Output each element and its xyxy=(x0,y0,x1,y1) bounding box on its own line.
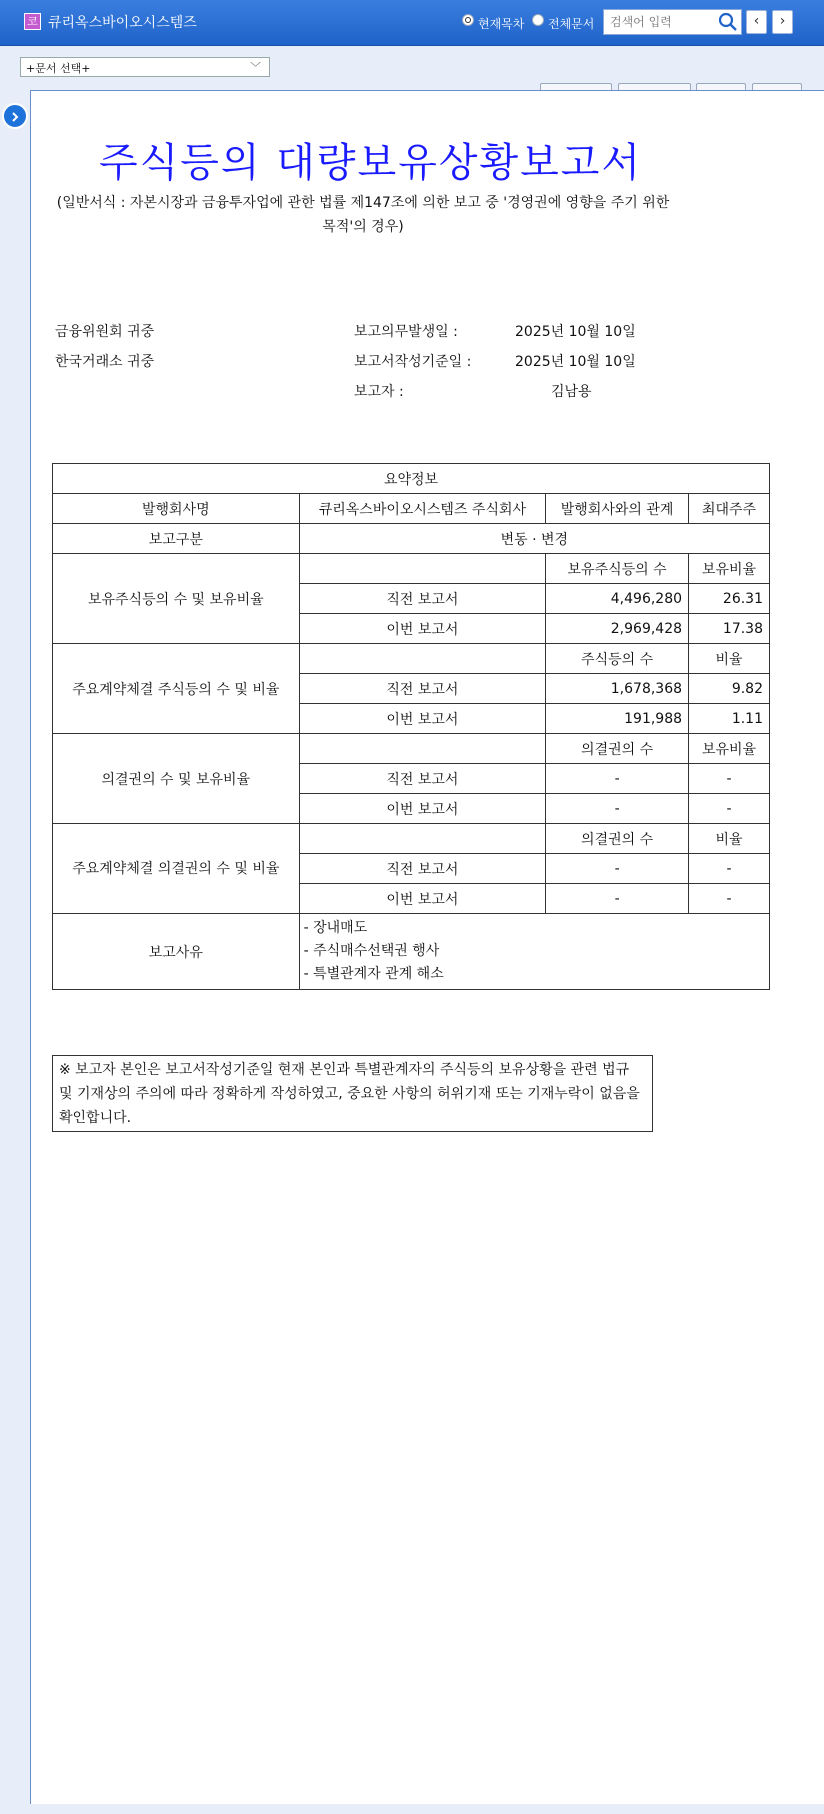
column-header: 비율 xyxy=(689,824,770,854)
duty-date: 2025년 10월 10일 xyxy=(515,324,636,340)
summary-table xyxy=(52,463,770,990)
basis-date: 2025년 10월 10일 xyxy=(515,354,636,370)
table-cell: - xyxy=(546,794,689,824)
column-header: 보유비율 xyxy=(689,554,770,584)
table-cell: - xyxy=(689,854,770,884)
row-label: 직전 보고서 xyxy=(299,764,546,794)
document-select[interactable] xyxy=(20,57,270,77)
table-cell: 191,988 xyxy=(546,704,689,734)
reporter-label: 보고자 : xyxy=(354,384,404,400)
column-header: 의결권의 수 xyxy=(546,734,689,764)
column-header: 보유주식등의 수 xyxy=(546,554,689,584)
row-label: 직전 보고서 xyxy=(299,674,546,704)
document-select-value: +문서 선택+ xyxy=(26,62,91,75)
row-label: 직전 보고서 xyxy=(299,854,546,884)
relation-value: 최대주주 xyxy=(689,494,770,524)
table-cell: - xyxy=(546,854,689,884)
table-cell: 17.38 xyxy=(689,614,770,644)
reason-label: 보고사유 xyxy=(53,914,300,990)
reporter-name: 김남용 xyxy=(551,384,592,400)
table-cell: 2,969,428 xyxy=(546,614,689,644)
table-cell: - xyxy=(546,764,689,794)
radio-current-toc[interactable] xyxy=(462,14,474,26)
table-cell xyxy=(299,824,546,854)
document-subtitle: (일반서식 : 자본시장과 금융투자업에 관한 법률 제147조에 의한 보고 중 '경영권에 영향을 주기 위한 목적'의 경우) xyxy=(56,195,670,235)
list-item: - 주식매수선택권 행사 xyxy=(303,943,440,959)
row-label: 이번 보고서 xyxy=(299,884,546,914)
table-cell: 4,496,280 xyxy=(546,584,689,614)
report-type-value: 변동 · 변경 xyxy=(299,524,769,554)
chevron-down-icon: ﹀ xyxy=(250,61,261,74)
confirmation-notice: ※ 보고자 본인은 보고서작성기준일 현재 본인과 특별관계자의 주식등의 보유상황을 관련 법규 및 기재상의 주의에 따라 정확하게 작성하였고, 중요한 사항의 허위기재 또는 기재누락이 없음을 확인합니다. xyxy=(52,1055,653,1132)
document-title: 주식등의 대량보유상황보고서 xyxy=(99,140,643,186)
reason-list xyxy=(299,914,769,990)
table-cell: 1.11 xyxy=(689,704,770,734)
basis-date-label: 보고서작성기준일 : xyxy=(354,354,472,370)
issuer-label: 발행회사명 xyxy=(53,494,300,524)
table-cell: - xyxy=(689,884,770,914)
list-item: - 특별관계자 관계 해소 xyxy=(303,966,444,982)
addressee-fsc: 금융위원회 귀중 xyxy=(55,324,155,340)
search-icon[interactable] xyxy=(718,12,738,32)
table-cell xyxy=(299,554,546,584)
row-label: 이번 보고서 xyxy=(299,794,546,824)
table-cell: - xyxy=(689,764,770,794)
table-cell: - xyxy=(689,794,770,824)
column-header: 의결권의 수 xyxy=(546,824,689,854)
table-cell: 26.31 xyxy=(689,584,770,614)
report-type-label: 보고구분 xyxy=(53,524,300,554)
duty-date-label: 보고의무발생일 : xyxy=(354,324,458,340)
radio-current-toc-label[interactable]: 현재목차 xyxy=(478,17,525,31)
column-header: 보유비율 xyxy=(689,734,770,764)
document-viewer xyxy=(30,90,824,1804)
section-label: 보유주식등의 수 및 보유비율 xyxy=(53,554,300,644)
relation-label: 발행회사와의 관계 xyxy=(546,494,689,524)
radio-full-document[interactable] xyxy=(532,14,544,26)
issuer-name: 큐리옥스바이오시스템즈 주식회사 xyxy=(299,494,546,524)
table-cell: - xyxy=(546,884,689,914)
row-label: 이번 보고서 xyxy=(299,704,546,734)
addressee-krx: 한국거래소 귀중 xyxy=(55,354,155,370)
chevron-right-icon xyxy=(9,111,21,123)
section-label: 주요계약체결 주식등의 수 및 비율 xyxy=(53,644,300,734)
table-cell: 9.82 xyxy=(689,674,770,704)
app-title: 큐리옥스바이오시스템즈 xyxy=(48,15,197,31)
column-header: 주식등의 수 xyxy=(546,644,689,674)
top-header-bar xyxy=(0,0,824,46)
sidebar-expand-button[interactable] xyxy=(2,103,28,129)
section-label: 의결권의 수 및 보유비율 xyxy=(53,734,300,824)
section-label: 주요계약체결 의결권의 수 및 비율 xyxy=(53,824,300,914)
row-label: 이번 보고서 xyxy=(299,614,546,644)
table-cell xyxy=(299,644,546,674)
table-cell: 1,678,368 xyxy=(546,674,689,704)
row-label: 직전 보고서 xyxy=(299,584,546,614)
column-header: 비율 xyxy=(689,644,770,674)
list-item: - 장내매도 xyxy=(303,920,368,936)
radio-full-document-label[interactable]: 전체문서 xyxy=(548,17,595,31)
app-logo-icon: 코 xyxy=(24,13,41,30)
summary-title: 요약정보 xyxy=(53,464,770,494)
table-cell xyxy=(299,734,546,764)
prev-button[interactable]: ‹ xyxy=(746,10,767,34)
next-button[interactable]: › xyxy=(772,10,793,34)
